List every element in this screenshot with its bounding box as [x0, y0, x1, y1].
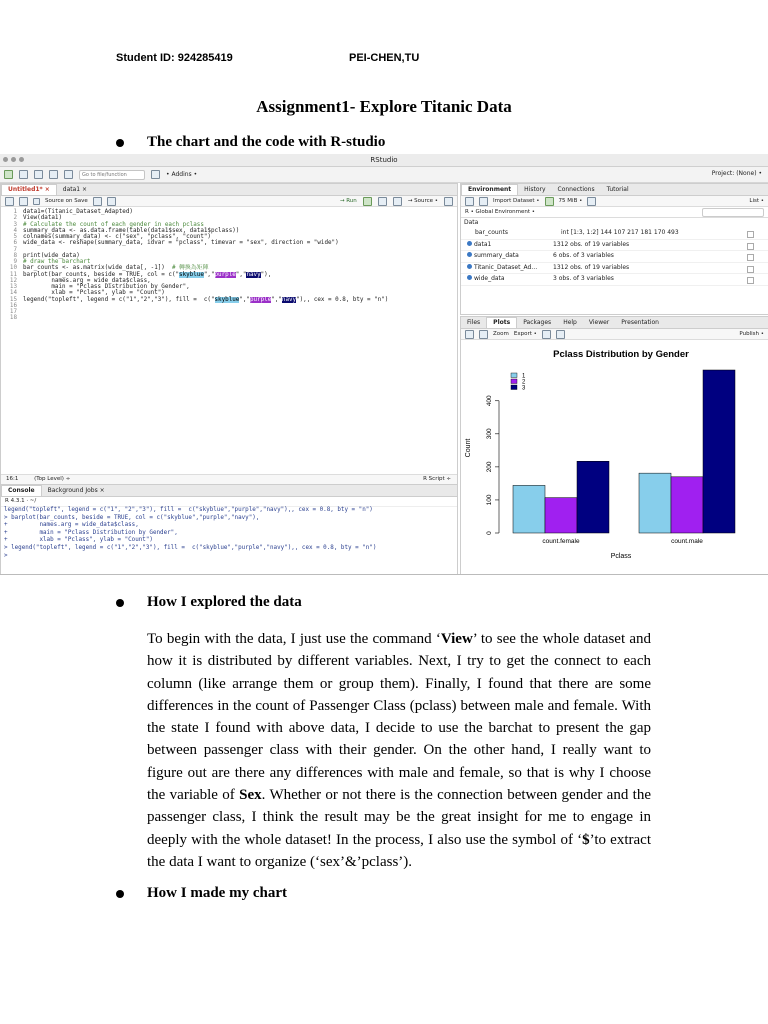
env-var-name: data1: [461, 240, 553, 251]
memory-usage: 75 MiB •: [558, 198, 583, 204]
bullet-icon: [116, 599, 124, 607]
tab-background-jobs[interactable]: Background Jobs ×: [47, 487, 105, 494]
bullet-label: How I explored the data: [147, 594, 302, 610]
y-tick-label: 100: [486, 494, 493, 506]
line-number: 1: [13, 209, 17, 215]
x-axis-label: Pclass: [610, 553, 632, 560]
line-number: 6: [13, 240, 17, 247]
legend-label: 1: [522, 373, 526, 380]
env-var-name: summary_data: [461, 251, 553, 262]
code-text: # Calculate the count of each gender in each pclass: [23, 221, 204, 228]
environment-tabs: [461, 184, 768, 196]
env-var-name: bar_counts: [475, 229, 509, 236]
zoom-button[interactable]: Zoom: [493, 331, 509, 337]
tab-viewer[interactable]: Viewer: [588, 319, 610, 326]
environment-row[interactable]: [461, 228, 768, 240]
expand-icon[interactable]: [467, 275, 472, 280]
page-title: Assignment1- Explore Titanic Data: [256, 97, 512, 116]
tab-console[interactable]: Console: [1, 485, 42, 496]
bar: [577, 461, 609, 533]
print-icon[interactable]: [64, 170, 73, 179]
code-text: names.arg = wide_data$class,: [23, 277, 151, 284]
view-grid-icon[interactable]: [747, 254, 754, 261]
prev-plot-icon[interactable]: [465, 330, 474, 339]
env-var-name: wide_data: [461, 274, 553, 285]
para-text: To begin with the data, I just use the command ‘: [147, 631, 441, 647]
console-line: + main = "Pclass Distribution by Gender",: [4, 529, 178, 536]
code-text: View(data1): [23, 215, 63, 222]
remove-plot-icon[interactable]: [542, 330, 551, 339]
legend-label: 2: [522, 379, 526, 386]
rstudio-titlebar: [0, 154, 768, 167]
env-var-value: 3 obs. of 3 variables: [553, 275, 614, 282]
list-view-menu[interactable]: List •: [749, 198, 764, 204]
env-var-value: int [1:3, 1:2] 144 107 217 181 170 493: [561, 229, 679, 236]
console-line: > legend("topleft", legend = c("1","2","3"), fill = c("skyblue","purple","navy"),, cex = 0.8, bty = "n"): [4, 544, 377, 551]
main-toolbar: [0, 167, 768, 183]
tab-tutorial[interactable]: Tutorial: [606, 186, 629, 193]
console-output[interactable]: [1, 507, 457, 560]
tab-plots[interactable]: Plots: [486, 317, 517, 328]
env-var-value: 1312 obs. of 19 variables: [553, 263, 630, 271]
up-icon[interactable]: [378, 197, 387, 206]
editor-statusbar: [1, 474, 457, 484]
env-var-value: 6 obs. of 3 variables: [553, 252, 614, 259]
para-bold-dollar: $: [582, 831, 590, 848]
file-type-menu[interactable]: R Script ÷: [423, 476, 451, 482]
tab-untitled1[interactable]: Untitled1* ×: [1, 184, 57, 195]
console-pane: [0, 484, 458, 575]
bar: [671, 477, 703, 533]
line-number: 16: [9, 302, 17, 309]
legend-swatch: [511, 385, 517, 390]
view-grid-icon[interactable]: [747, 243, 754, 250]
chart-title: Pclass Distribution by Gender: [553, 349, 689, 360]
legend-swatch: [511, 379, 517, 384]
tab-presentation[interactable]: Presentation: [621, 319, 659, 326]
editor-tabs: [1, 184, 457, 196]
legend-label: 3: [522, 385, 526, 392]
code-text: # draw the barchart: [23, 259, 91, 265]
console-tabs: [1, 485, 457, 497]
r-version: R 4.3.1 · ~/: [1, 497, 457, 507]
expand-icon[interactable]: [467, 264, 472, 269]
environment-toolbar: [461, 196, 768, 207]
line-number: 11: [9, 271, 17, 278]
env-search-input[interactable]: [702, 208, 764, 217]
line-number: 5: [13, 234, 17, 240]
line-number: 9: [13, 259, 17, 265]
view-grid-icon[interactable]: [747, 277, 754, 284]
x-tick-label: count.male: [671, 538, 703, 545]
editor-toolbar: [1, 196, 457, 207]
bullet-icon: [116, 139, 124, 147]
bullet-chart-code: [116, 134, 385, 151]
bullet-explored: [116, 594, 302, 611]
editor-pane: [0, 183, 458, 485]
source-on-save-label: Source on Save: [45, 198, 88, 204]
scope-menu[interactable]: R • Global Environment •: [465, 209, 535, 215]
code-text: xlab = "Pclass", ylab = "Count"): [23, 290, 165, 297]
broom-icon[interactable]: [587, 197, 596, 206]
import-dataset-menu[interactable]: Import Dataset •: [493, 198, 540, 204]
bullet-made-chart: [116, 885, 287, 902]
para-text: . Whether or not there is the connection between gender and the passenger class, I think the result may be the great insight for me to engage in deeply with the whole dataset! In the process, I also use the symbol of ‘: [147, 787, 651, 848]
rstudio-screenshot: [0, 154, 768, 575]
environment-row[interactable]: [461, 251, 768, 263]
open-project-icon[interactable]: [19, 170, 28, 179]
memory-icon: [545, 197, 554, 206]
search-icon[interactable]: [93, 197, 102, 206]
console-line: + names.arg = wide_data$class,: [4, 522, 139, 529]
env-var-name: Titanic_Dataset_Ad…: [461, 263, 553, 274]
next-plot-icon[interactable]: [479, 330, 488, 339]
bar: [703, 370, 735, 533]
plots-pane: [460, 316, 768, 575]
checkbox-icon[interactable]: [33, 198, 40, 205]
tab-files[interactable]: Files: [467, 319, 481, 326]
project-menu[interactable]: Project: (None) •: [711, 170, 762, 177]
legend-swatch: [511, 373, 517, 378]
student-name: PEI-CHEN,TU: [349, 52, 420, 64]
code-text: main = "Pclass Distribution by Gender",: [23, 284, 190, 290]
code-text: legend("topleft", legend = c("1","2","3"), fill = c("skyblue","purple","navy"),, cex = 0.8, bty = "n"): [23, 296, 389, 303]
back-icon[interactable]: [5, 197, 14, 206]
para-bold-view: View: [440, 631, 473, 647]
down-icon[interactable]: [393, 197, 402, 206]
bullet-label: The chart and the code with R-studio: [147, 134, 386, 150]
code-line[interactable]: [1, 315, 457, 321]
line-number: 14: [9, 290, 17, 297]
bar: [513, 485, 545, 533]
console-line: >: [4, 552, 8, 559]
code-text: print(wide_data): [23, 252, 80, 259]
line-number: 7: [13, 246, 17, 253]
save-all-icon[interactable]: [49, 170, 58, 179]
para-text: ’to extract the data I want to organize (‘sex’&’pclass’).: [147, 831, 651, 870]
code-editor[interactable]: [1, 207, 457, 322]
console-line: > barplot(bar_counts, beside = TRUE, col = c("skyblue","purple","navy"),: [4, 514, 260, 521]
save-icon[interactable]: [479, 197, 488, 206]
view-grid-icon[interactable]: [747, 266, 754, 273]
environment-row[interactable]: [461, 274, 768, 286]
wand-icon[interactable]: [107, 197, 116, 206]
run-button[interactable]: → Run: [339, 198, 357, 204]
y-tick-label: 0: [486, 531, 493, 535]
line-number: 18: [9, 315, 17, 322]
code-text: barplot(bar_counts, beside = TRUE, col = c("skyblue","purple","navy"),: [23, 271, 272, 278]
line-number: 13: [9, 284, 17, 290]
outline-icon[interactable]: [444, 197, 453, 206]
line-number: 8: [13, 252, 17, 259]
environment-scope-bar: [461, 207, 768, 218]
code-text: summary_data <- as.data.frame(table(data1$sex, data1$pclass)): [23, 227, 240, 234]
open-icon[interactable]: [465, 197, 474, 206]
bar: [545, 498, 577, 533]
tab-packages[interactable]: Packages: [523, 319, 552, 326]
plots-toolbar: [461, 329, 768, 340]
environment-row[interactable]: [461, 240, 768, 252]
tab-data1[interactable]: data1 ×: [62, 186, 88, 193]
barplot-chart: [461, 340, 766, 572]
line-number: 3: [13, 221, 17, 228]
data-section-label: Data: [464, 219, 479, 226]
export-menu[interactable]: Export •: [513, 331, 537, 337]
bar: [639, 473, 671, 533]
expand-icon[interactable]: [467, 252, 472, 257]
line-number: 10: [9, 265, 17, 272]
para-text: ’ to see the whole dataset and how it is distributed by different variables. Next, I try to get the connect to each column (like arrange them or group them). Finally, I found that there are some differences in the count of Passenger Class (pclass) between male and female. With the state I found with above data, I decide to use the barchat to present the gap between passenger class with their gender. On the other hand, I really want to figure out are there any differences with male and female, so that is why I choose the variable of: [147, 631, 651, 804]
y-tick-label: 300: [486, 428, 493, 440]
console-line: + xlab = "Pclass", ylab = "Count"): [4, 537, 153, 544]
code-text: data1=(Titanic_Dataset_Adapted): [23, 209, 133, 215]
env-var-value: 1312 obs. of 19 variables: [553, 240, 630, 248]
environment-pane: [460, 183, 768, 315]
x-tick-label: count.female: [542, 538, 580, 545]
line-number: 17: [9, 309, 17, 315]
code-text: bar_counts <- as.matrix(wide_data[, -1]) # 轉換為矩陣: [23, 265, 209, 272]
grid-icon[interactable]: [151, 170, 160, 179]
save-icon[interactable]: [19, 197, 28, 206]
cursor-position: 16:1: [6, 476, 19, 482]
source-button[interactable]: → Source •: [407, 198, 438, 204]
code-text: wide_data <- reshape(summary_data, idvar = "pclass", timevar = "sex", direction = "wide"): [23, 240, 339, 247]
tab-environment[interactable]: Environment: [461, 184, 518, 195]
scope-indicator[interactable]: (Top Level) ÷: [34, 476, 71, 482]
goto-file-input[interactable]: Go to file/function: [79, 170, 145, 180]
y-tick-label: 200: [486, 461, 493, 473]
para-bold-sex: Sex: [239, 787, 262, 804]
tab-help[interactable]: Help: [563, 319, 577, 326]
window-controls[interactable]: [3, 157, 24, 162]
exploration-paragraph: [147, 628, 651, 873]
y-axis-label: Count: [465, 438, 472, 458]
tab-connections[interactable]: Connections: [557, 186, 595, 193]
view-grid-icon[interactable]: [747, 231, 754, 238]
tab-history[interactable]: History: [524, 186, 546, 193]
console-line: legend("topleft", legend = c("1", "2","3"), fill = c("skyblue","purple","navy"),, cex = 0.8, bty = "n"): [4, 507, 373, 513]
y-tick-label: 400: [486, 395, 493, 407]
addins-menu[interactable]: • Addins •: [166, 171, 198, 178]
save-icon[interactable]: [34, 170, 43, 179]
plots-tabs: [461, 317, 768, 329]
line-number: 15: [9, 296, 17, 303]
line-number: 2: [13, 215, 17, 222]
bullet-label: How I made my chart: [147, 885, 287, 901]
broom-icon[interactable]: [556, 330, 565, 339]
publish-menu[interactable]: Publish •: [739, 331, 764, 337]
bullet-icon: [116, 890, 124, 898]
line-number: 4: [13, 227, 17, 234]
environment-row[interactable]: [461, 263, 768, 275]
student-id: Student ID: 924285419: [116, 52, 233, 64]
environment-list: [461, 228, 768, 286]
rerun-icon[interactable]: [363, 197, 372, 206]
expand-icon[interactable]: [467, 241, 472, 246]
line-number: 12: [9, 277, 17, 284]
window-title: RStudio: [370, 156, 398, 164]
new-file-icon[interactable]: [4, 170, 13, 179]
code-text: colnames(summary_data) <- c("sex", "pclass", "count"): [23, 234, 211, 240]
